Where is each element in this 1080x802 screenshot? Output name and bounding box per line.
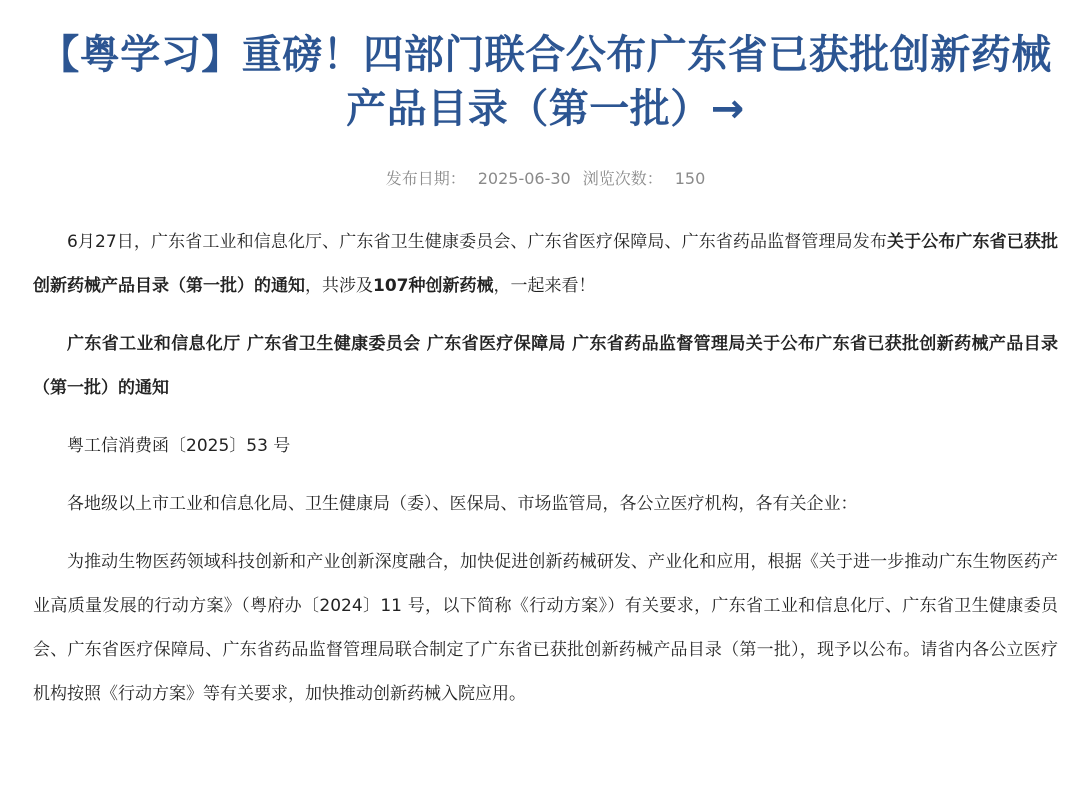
view-count-label: 浏览次数： (582, 169, 663, 188)
intro-ending: ，一起来看！ (493, 276, 596, 296)
intro-connector: ，共涉及 (305, 276, 373, 296)
notice-name-bold: 关于公布广东省已获批创新药械产品目录（第一批）的通知 (33, 232, 1059, 296)
view-count-info (583, 169, 706, 188)
article-title-line-2: 产品目录（第一批）→ (346, 86, 745, 132)
article-body (33, 220, 1058, 716)
article-meta (33, 168, 1058, 190)
publish-date-info (386, 169, 571, 188)
intro-text: 6月27日，广东省工业和信息化厅、广东省卫生健康委员会、广东省医疗保障局、广东省药品监督管理局发布 (67, 232, 887, 252)
view-count-value: 150 (674, 169, 706, 188)
recipients-paragraph: 各地级以上市工业和信息化局、卫生健康局（委）、医保局、市场监管局，各公立医疗机构，各有关企业： (67, 494, 858, 514)
publish-date-value: 2025-06-30 (477, 169, 571, 188)
product-count-bold: 107种创新药械 (373, 276, 494, 296)
intro-paragraph (33, 220, 1058, 308)
document-number: 粤工信消费函〔2025〕53 号 (67, 436, 291, 456)
article-title (33, 0, 1058, 136)
article-title-line-1: 【粤学习】重磅！四部门联合公布广东省已获批创新药械 (39, 32, 1052, 78)
main-paragraph: 为推动生物医药领域科技创新和产业创新深度融合，加快促进创新药械研发、产业化和应用，根据《关于进一步推动广东生物医药产业高质量发展的行动方案》（粤府办〔2024〕11 号，以下简称《行动方案》）有关要求，广东省工业和信息化厅、广东省卫生健康委员会、广东省医疗保障局、广东省药品监督管理局联合制定了广东省已获批创新药械产品目录（第一批），现予以公布。请省内各公立医疗机构按照《行动方案》等有关要求，加快推动创新药械入院应用。 (33, 552, 1058, 704)
publish-date-label: 发布日期： (385, 169, 466, 188)
notice-heading: 广东省工业和信息化厅 广东省卫生健康委员会 广东省医疗保障局 广东省药品监督管理局关于公布广东省已获批创新药械产品目录（第一批）的通知 (33, 334, 1058, 398)
